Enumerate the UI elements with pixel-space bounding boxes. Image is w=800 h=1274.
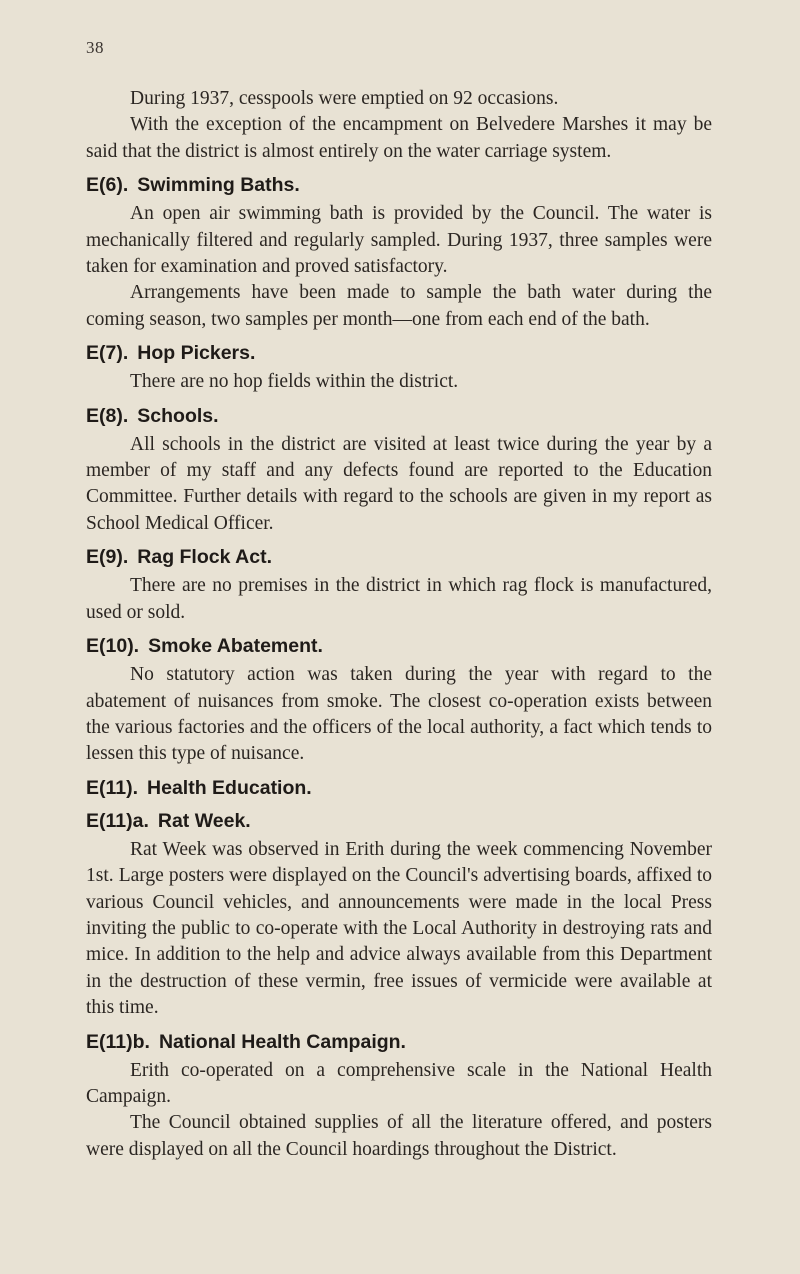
section-title: Hop Pickers. [137,342,256,365]
section-code: E(11)b. [86,1030,150,1053]
paragraph: Arrangements have been made to sample the bath water during the coming season, two samples per month—one from each end of the bath. [86,282,712,330]
paragraph: Erith co-operated on a comprehensive scale in the National Health Campaign. [86,1059,712,1107]
section-heading [86,403,712,429]
section-heading [86,808,712,834]
paragraph: There are no premises in the district in which rag flock is manufactured, used or sold. [86,575,712,623]
section-title: Smoke Abatement. [148,635,323,658]
paragraph: All schools in the district are visited at least twice during the year by a member of my staff and any defects found are reported to the Education Committee. Further details with regard to the schools are given in my report as School Medical Officer. [86,433,712,534]
section-code: E(11). [86,776,139,799]
paragraph: During 1937, cesspools were emptied on 92 occasions. [130,88,559,109]
section-code: E(8). [86,404,129,427]
section-code: E(11)a. [86,809,149,832]
section-code: E(6). [86,174,129,197]
paragraph: With the exception of the encampment on Belvedere Marshes it may be said that the district is almost entirely on the water carriage system. [86,114,712,162]
section-title: National Health Campaign. [158,1030,406,1053]
section-title: Schools. [137,404,219,427]
section-heading [86,172,712,198]
section-heading [86,340,712,366]
section-code: E(7). [86,342,129,365]
paragraph: The Council obtained supplies of all the literature offered, and posters were displayed on all the Council hoardings throughout the District. [86,1112,712,1160]
paragraph: Rat Week was observed in Erith during the week commencing November 1st. Large posters were displayed on the Council's advertising boards, affixed to various Council vehicles, and announcements were made in the local Press inviting the public to co-operate with the Local Authority in destroying rats and mice. In addition to the help and advice always available from this Department in the destruction of these vermin, free issues of vermicide were available at this time. [86,838,712,1019]
section-heading [86,775,712,801]
section-heading [86,633,712,659]
section-title: Rat Week. [157,809,251,832]
section-title: Rag Flock Act. [137,546,272,569]
section-title: Swimming Baths. [137,174,300,197]
section-heading [86,1029,712,1055]
paragraph: No statutory action was taken during the year with regard to the abatement of nuisances from smoke. The closest co-operation exists between the various factories and the officers of the local authority, a fact which tends to lessen this type of nuisance. [86,664,712,765]
paragraph: An open air swimming bath is provided by the Council. The water is mechanically filtered and regularly sampled. During 1937, three samples were taken for examination and proved satisfactory. [86,203,712,278]
section-heading [86,544,712,570]
page-number: 38 [86,38,104,57]
section-code: E(10). [86,635,140,658]
report-body [86,86,712,1163]
paragraph: There are no hop fields within the district. [130,371,459,393]
section-code: E(9). [86,546,129,569]
section-title: Health Education. [147,776,312,799]
